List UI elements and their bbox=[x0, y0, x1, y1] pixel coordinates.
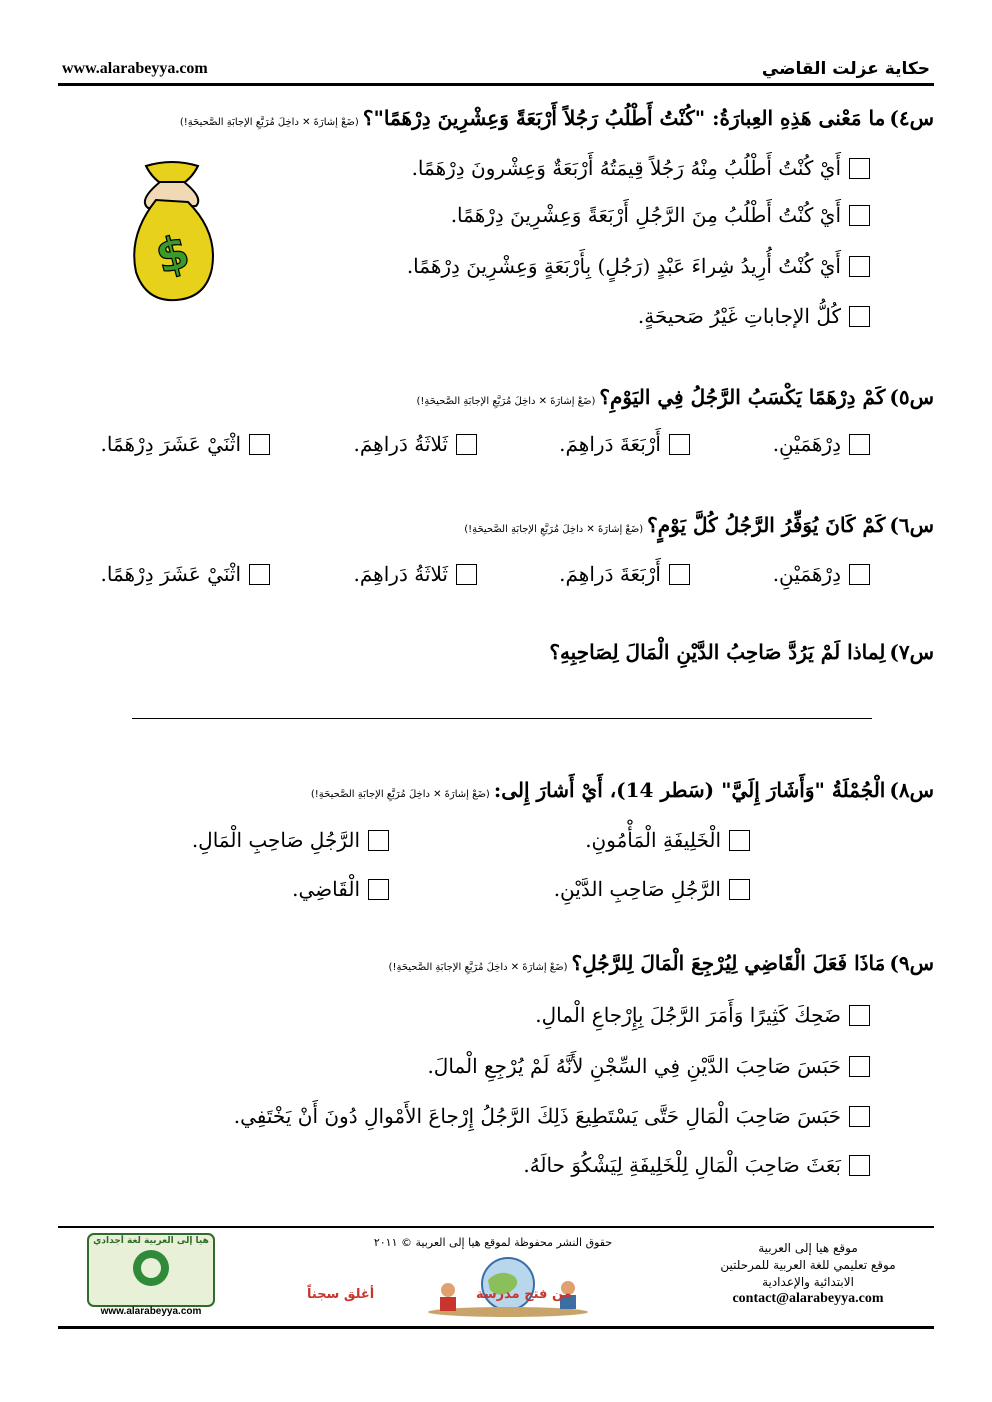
q9-option-4[interactable]: بَعَثَ صَاحِبَ الْمَالِ لِلْخَلِيفَةِ لِيَشْكُوَ حالَهُ. bbox=[523, 1153, 870, 1177]
copyright: حقوق النشر محفوظة لموقع هيا إلى العربية © ٢٠١١ bbox=[373, 1236, 613, 1249]
question-4: س٤)ما مَعْنى هَذِهِ العِبارَةُ: "كُنْتُ أَطْلُبُ رَجُلاً أَرْبَعَةً وَعِشْرِينَ دِرْهَمًا"؟(ضَعْ إشارَةَ ✕ داخِلَ مُرَبَّعِ الإجابَةِ الصَّحيحَةِ!) bbox=[179, 106, 934, 130]
checkbox[interactable] bbox=[729, 879, 750, 900]
checkbox[interactable] bbox=[669, 564, 690, 585]
q4-option-1[interactable]: أَيْ كُنْتُ أَطْلُبُ مِنْهُ رَجُلاً قِيمَتُهُ أَرْبَعَةٌ وَعِشْرونَ دِرْهَمًا. bbox=[412, 156, 870, 180]
slogan-1: من فتح مدرسة bbox=[476, 1287, 572, 1302]
page-header bbox=[58, 58, 934, 82]
q4-option-3[interactable]: أَيْ كُنْتُ أُرِيدُ شِراءَ عَبْدٍ (رَجُلٍ) بِأَرْبَعَةٍ وَعِشْرِينَ دِرْهَمًا. bbox=[407, 254, 870, 278]
q6-option-3[interactable]: ثَلاثَةُ دَراهِمَ. bbox=[354, 562, 477, 586]
q6-option-4[interactable]: اثْنَيْ عَشَرَ دِرْهَمًا. bbox=[101, 562, 270, 586]
q8-option-2[interactable]: الرَّجُلِ صَاحِبِ الْمَالِ. bbox=[192, 828, 389, 852]
q4-option-4[interactable]: كُلُّ الإجاباتِ غَيْرُ صَحيحَةٍ. bbox=[638, 304, 870, 328]
footer-rule-bottom bbox=[58, 1326, 934, 1329]
footer-site-info: موقع هيا إلى العربية موقع تعليمي للغة العربية للمرحلتين الابتدائية والإعدادية contact@alarabeyya.com bbox=[708, 1240, 908, 1307]
site-url[interactable]: www.alarabeyya.com bbox=[62, 60, 208, 77]
logo-text: هيا إلى العربية لغة أجدادي bbox=[93, 1236, 209, 1246]
question-5-text: كَمْ دِرْهَمًا يَكْسَبُ الرَّجُلُ فِي اليَوْمِ؟ bbox=[599, 385, 886, 409]
q6-option-1[interactable]: دِرْهَمَيْنِ. bbox=[773, 562, 870, 586]
question-9-text: مَاذَا فَعَلَ الْقَاضِي لِيُرْجِعَ الْمَالَ لِلرَّجُلِ؟ bbox=[571, 951, 886, 975]
q8-option-3[interactable]: الرَّجُلِ صَاحِبِ الدَّيْنِ. bbox=[554, 877, 750, 901]
slogan-2: أغلق سجناً bbox=[307, 1287, 375, 1302]
question-8-text: الْجُمْلَةُ "وَأَشَارَ إِلَيَّ" (سَطر 14)، أَيْ أَشارَ إِلى: bbox=[493, 778, 886, 802]
checkbox[interactable] bbox=[849, 1056, 870, 1077]
checkbox[interactable] bbox=[849, 256, 870, 277]
q5-option-4[interactable]: اثْنَيْ عَشَرَ دِرْهَمًا. bbox=[101, 432, 270, 456]
checkbox[interactable] bbox=[849, 1005, 870, 1026]
contact-email[interactable]: contact@alarabeyya.com bbox=[732, 1291, 884, 1306]
question-9: س٩)مَاذَا فَعَلَ الْقَاضِي لِيُرْجِعَ الْمَالَ لِلرَّجُلِ؟(ضَعْ إشارَةَ ✕ داخِلَ مُرَبَّعِ الإجابَةِ الصَّحيحَةِ!) bbox=[388, 951, 934, 975]
q8-option-1[interactable]: الْخَلِيفَةِ الْمَأْمُونِ. bbox=[585, 828, 750, 852]
page-footer bbox=[58, 1232, 934, 1324]
q9-option-1[interactable]: ضَحِكَ كَثِيرًا وَأَمَرَ الرَّجُلَ بِإِرْجاعِ الْمالِ. bbox=[535, 1003, 870, 1027]
footer-rule-top bbox=[58, 1226, 934, 1228]
svg-text:$: $ bbox=[149, 223, 195, 285]
globe-readers-icon bbox=[418, 1250, 598, 1318]
header-rule bbox=[58, 83, 934, 86]
checkbox[interactable] bbox=[849, 158, 870, 179]
q5-option-1[interactable]: دِرْهَمَيْنِ. bbox=[773, 432, 870, 456]
question-4-text: ما مَعْنى هَذِهِ العِبارَةُ: "كُنْتُ أَطْلُبُ رَجُلاً أَرْبَعَةً وَعِشْرِينَ دِرْهَمًا"؟ bbox=[362, 106, 886, 130]
q9-option-3[interactable]: حَبَسَ صَاحِبَ الْمَالِ حَتَّى يَسْتَطِيعَ ذَلِكَ الرَّجُلُ إِرْجاعَ الأَمْوالِ دُونَ أَنْ يَخْتَفِي. bbox=[234, 1104, 870, 1128]
checkbox[interactable] bbox=[456, 564, 477, 585]
checkbox[interactable] bbox=[456, 434, 477, 455]
checkbox[interactable] bbox=[849, 1155, 870, 1176]
site-logo bbox=[86, 1232, 216, 1318]
checkbox[interactable] bbox=[368, 879, 389, 900]
question-7-text: لِماذا لَمْ يَرُدَّ صَاحِبُ الدَّيْنِ الْمَالَ لِصَاحِبِهِ؟ bbox=[549, 640, 886, 664]
question-5: س٥)كَمْ دِرْهَمًا يَكْسَبُ الرَّجُلُ فِي اليَوْمِ؟(ضَعْ إشارَةَ ✕ داخِلَ مُرَبَّعِ الإجابَةِ الصَّحيحَةِ!) bbox=[416, 385, 934, 409]
checkbox[interactable] bbox=[849, 205, 870, 226]
checkbox[interactable] bbox=[849, 434, 870, 455]
question-7: س٧)لِماذا لَمْ يَرُدَّ صَاحِبُ الدَّيْنِ الْمَالَ لِصَاحِبِهِ؟ bbox=[549, 640, 934, 664]
money-bag-icon bbox=[126, 160, 218, 310]
page-title: حكاية عزلت القاضي bbox=[761, 59, 930, 79]
checkbox[interactable] bbox=[849, 1106, 870, 1127]
q9-option-2[interactable]: حَبَسَ صَاحِبَ الدَّيْنِ فِي السِّجْنِ لأَنَّهُ لَمْ يُرْجِعِ الْمالَ. bbox=[427, 1054, 870, 1078]
instruction-note: (ضَعْ إشارَةَ ✕ داخِلَ مُرَبَّعِ الإجابَةِ الصَّحيحَةِ!) bbox=[179, 117, 359, 128]
checkbox[interactable] bbox=[669, 434, 690, 455]
q4-option-2[interactable]: أَيْ كُنْتُ أَطْلُبُ مِنَ الرَّجُلِ أَرْبَعَةً وَعِشْرِينَ دِرْهَمًا. bbox=[451, 203, 870, 227]
question-6-text: كَمْ كَانَ يُوَفِّرُ الرَّجُلُ كُلَّ يَوْمٍ؟ bbox=[647, 513, 886, 537]
question-8: س٨)الْجُمْلَةُ "وَأَشَارَ إِلَيَّ" (سَطر 14)، أَيْ أَشارَ إِلى:(ضَعْ إشارَةَ ✕ داخِلَ مُرَبَّعِ الإجابَةِ الصَّحيحَةِ!) bbox=[310, 778, 934, 802]
logo-url: www.alarabeyya.com bbox=[100, 1306, 202, 1317]
answer-line[interactable] bbox=[132, 718, 872, 719]
question-6: س٦)كَمْ كَانَ يُوَفِّرُ الرَّجُلُ كُلَّ يَوْمٍ؟(ضَعْ إشارَةَ ✕ داخِلَ مُرَبَّعِ الإجابَةِ الصَّحيحَةِ!) bbox=[464, 513, 934, 537]
q5-option-2[interactable]: أَرْبَعَةَ دَراهِمَ. bbox=[559, 432, 690, 456]
checkbox[interactable] bbox=[368, 830, 389, 851]
checkbox[interactable] bbox=[849, 564, 870, 585]
q6-option-2[interactable]: أَرْبَعَةَ دَراهِمَ. bbox=[559, 562, 690, 586]
checkbox[interactable] bbox=[849, 306, 870, 327]
checkbox[interactable] bbox=[249, 564, 270, 585]
checkbox[interactable] bbox=[729, 830, 750, 851]
q8-option-4[interactable]: الْقَاضِي. bbox=[292, 877, 389, 901]
checkbox[interactable] bbox=[249, 434, 270, 455]
q5-option-3[interactable]: ثَلاثَةُ دَراهِمَ. bbox=[354, 432, 477, 456]
